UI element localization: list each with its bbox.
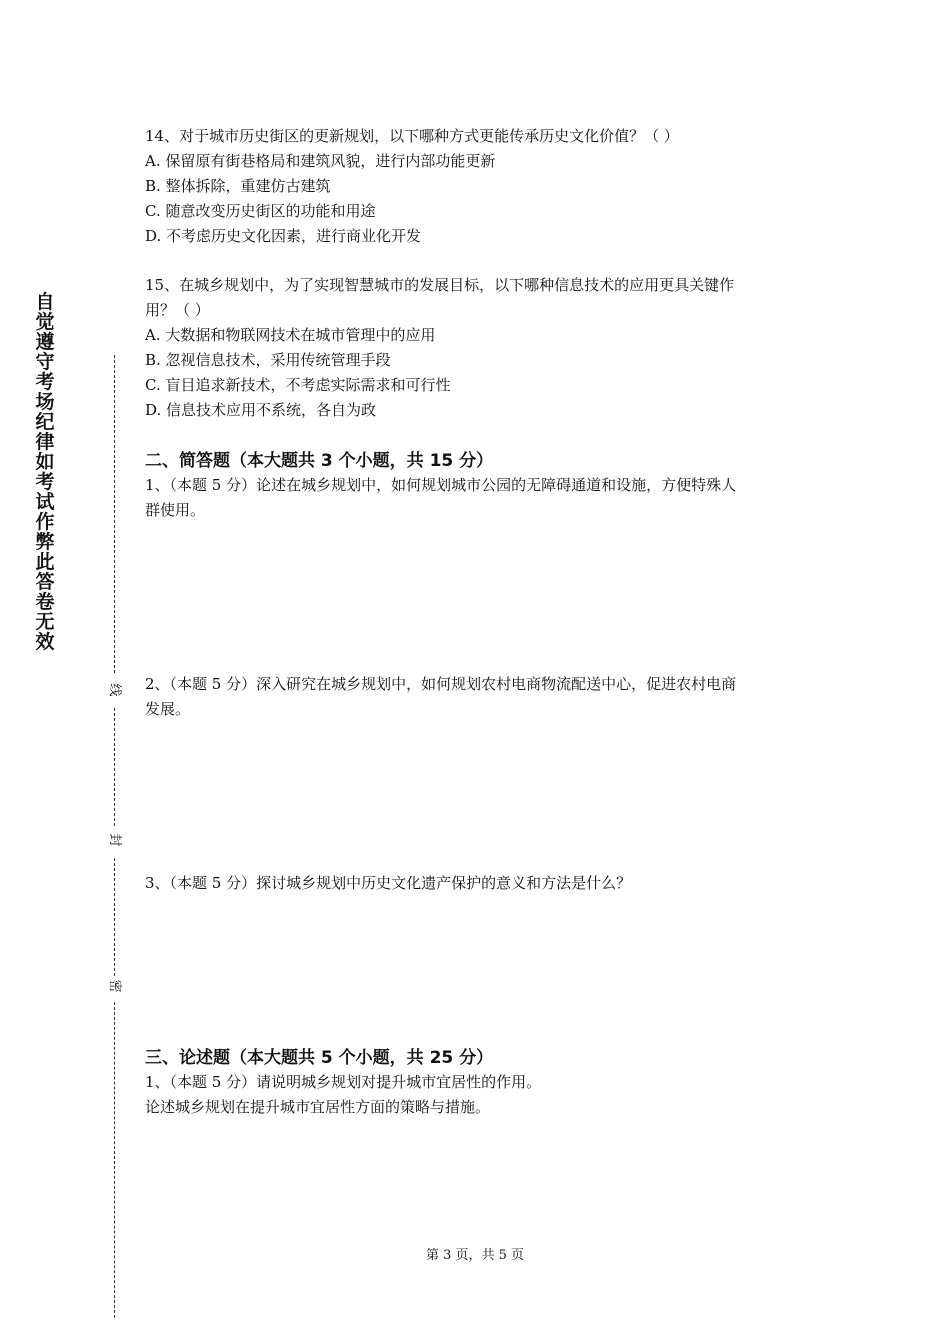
- essay-q1: [145, 1070, 815, 1120]
- binding-line-segment: [114, 858, 115, 976]
- question-line: 2、（本题 5 分）深入研究在城乡规划中，如何规划农村电商物流配送中心，促进农村电商: [145, 675, 737, 693]
- question-stem-line1: 15、在城乡规划中，为了实现智慧城市的发展目标，以下哪种信息技术的应用更具关键作: [145, 276, 735, 294]
- short-answer-q1: [145, 473, 815, 523]
- question-line: 1、（本题 5 分）论述在城乡规划中，如何规划城市公园的无障碍通道和设施，方便特殊人: [145, 476, 737, 494]
- notice-char: 卷: [35, 591, 55, 613]
- option-b: B. 忽视信息技术，采用传统管理手段: [145, 351, 391, 369]
- notice-char: 纪: [35, 411, 55, 433]
- notice-char: 守: [35, 351, 55, 373]
- notice-char: 考: [35, 471, 55, 493]
- binding-label-line: 线: [107, 683, 122, 697]
- option-a: A. 大数据和物联网技术在城市管理中的应用: [145, 326, 436, 344]
- notice-char: 答: [35, 571, 55, 593]
- notice-char: 弊: [35, 531, 55, 553]
- notice-char: 效: [35, 631, 55, 653]
- option-b: B. 整体拆除，重建仿古建筑: [145, 177, 331, 195]
- notice-char: 觉: [35, 311, 55, 333]
- notice-char: 场: [35, 391, 55, 413]
- short-answer-q3: [145, 871, 815, 896]
- question-15: [145, 273, 815, 423]
- binding-line-segment: [114, 1002, 115, 1318]
- option-d: D. 不考虑历史文化因素，进行商业化开发: [145, 227, 422, 245]
- notice-char: 试: [35, 491, 55, 513]
- question-line: 论述城乡规划在提升城市宜居性方面的策略与措施。: [145, 1098, 491, 1116]
- option-c: C. 盲目追求新技术，不考虑实际需求和可行性: [145, 376, 451, 394]
- notice-char: 如: [35, 451, 55, 473]
- binding-line-segment: [114, 355, 115, 673]
- short-answer-q2: [145, 672, 815, 722]
- notice-char: 作: [35, 511, 55, 533]
- binding-label-seal: 封: [107, 833, 122, 847]
- page-number: 第 3 页，共 5 页: [425, 1248, 525, 1263]
- binding-line-segment: [114, 708, 115, 826]
- option-d: D. 信息技术应用不系统，各自为政: [145, 401, 377, 419]
- notice-char: 考: [35, 371, 55, 393]
- question-line: 3、（本题 5 分）探讨城乡规划中历史文化遗产保护的意义和方法是什么？: [145, 874, 632, 892]
- exam-discipline-notice: [33, 292, 57, 652]
- notice-char: 此: [35, 551, 55, 573]
- question-line: 发展。: [145, 700, 191, 718]
- option-a: A. 保留原有街巷格局和建筑风貌，进行内部功能更新: [145, 152, 496, 170]
- notice-char: 遵: [35, 331, 55, 353]
- option-c: C. 随意改变历史街区的功能和用途: [145, 202, 376, 220]
- question-14: [145, 124, 815, 249]
- question-stem: 14、对于城市历史街区的更新规划，以下哪种方式更能传承历史文化价值？（ ）: [145, 127, 679, 145]
- question-stem-line2: 用？（ ）: [145, 301, 210, 319]
- section-title-essay: 三、论述题（本大题共 5 个小题，共 25 分）: [145, 1048, 494, 1068]
- notice-char: 自: [35, 291, 55, 313]
- question-line: 1、（本题 5 分）请说明城乡规划对提升城市宜居性的作用。: [145, 1073, 542, 1091]
- notice-char: 无: [35, 611, 55, 633]
- section-title-short-answer: 二、简答题（本大题共 3 个小题，共 15 分）: [145, 451, 494, 471]
- question-line: 群使用。: [145, 501, 206, 519]
- binding-label-secret: 密: [107, 979, 122, 993]
- notice-char: 律: [35, 431, 55, 453]
